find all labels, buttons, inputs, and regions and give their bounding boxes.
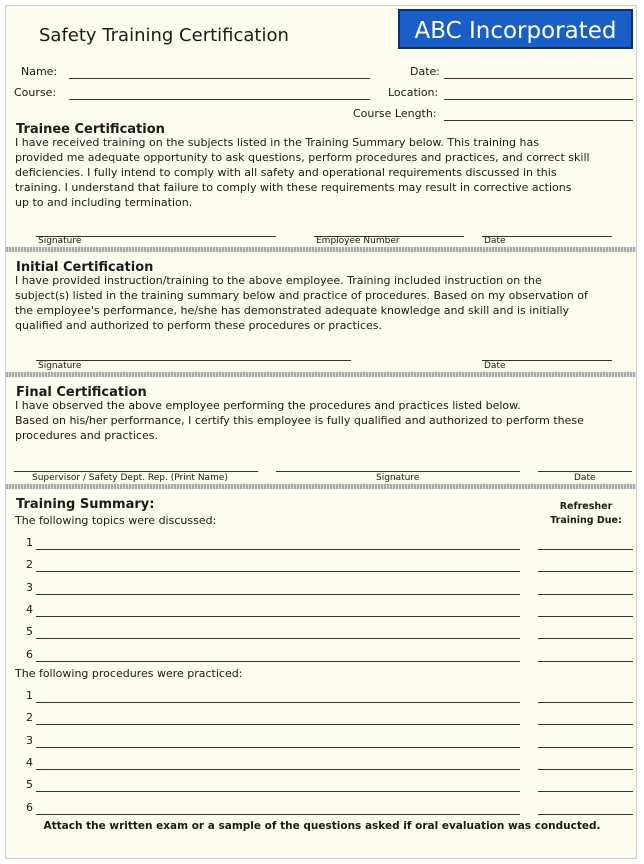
trainee-signature-caption: Signature — [38, 236, 82, 246]
representative-name-field[interactable] — [14, 471, 258, 472]
procedures-number: 3 — [26, 733, 33, 747]
section-divider — [6, 247, 637, 252]
topics-number: 3 — [26, 580, 33, 594]
topics-number: 4 — [26, 602, 33, 616]
attach-note: Attach the written exam or a sample of the questions asked if oral evaluation was conducted. — [43, 820, 601, 832]
procedures-label: The following procedures were practiced: — [15, 667, 243, 680]
topics-number: 6 — [26, 647, 33, 661]
initial-signature-caption: Signature — [38, 361, 82, 371]
final-heading: Final Certification — [16, 385, 147, 400]
topics-refresher-line[interactable] — [538, 549, 633, 550]
course-field[interactable] — [69, 99, 370, 100]
topics-line[interactable] — [36, 549, 520, 550]
topics-label: The following topics were discussed: — [15, 514, 217, 527]
procedures-number: 6 — [26, 800, 33, 814]
procedures-refresher-line[interactable] — [538, 702, 633, 703]
topics-number: 1 — [26, 536, 33, 549]
procedures-number: 1 — [26, 689, 33, 702]
final-date-caption: Date — [574, 473, 596, 483]
topics-number: 5 — [26, 625, 33, 639]
initial-heading: Initial Certification — [16, 260, 154, 275]
topics-line[interactable] — [36, 616, 520, 617]
course-length-label: Course Length: — [353, 107, 437, 120]
trainee-heading: Trainee Certification — [16, 122, 165, 137]
procedures-line[interactable] — [36, 702, 520, 703]
procedures-line[interactable] — [36, 791, 520, 792]
topics-refresher-line[interactable] — [538, 638, 633, 639]
procedures-refresher-line[interactable] — [538, 769, 633, 770]
section-divider — [6, 372, 637, 377]
topics-line[interactable] — [36, 661, 520, 662]
name-field[interactable] — [69, 78, 370, 79]
course-label: Course: — [14, 86, 57, 99]
location-field[interactable] — [444, 99, 633, 100]
topics-line[interactable] — [36, 571, 520, 572]
procedures-refresher-line[interactable] — [538, 747, 633, 748]
topics-refresher-line[interactable] — [538, 661, 633, 662]
topics-number: 2 — [26, 558, 33, 572]
initial-text: I have provided instruction/training to the above employee. Training included instruction on the subject(s) listed in the training summary below and practice of procedures. Based on my observation of the employee's performance, he/she has demonstrated adequate knowledge and skill and is initially qualified and authorized to perform these procedures or practices. — [15, 274, 588, 332]
representative-caption: Supervisor / Safety Dept. Rep. (Print Name) — [32, 473, 228, 483]
final-date-field[interactable] — [538, 471, 632, 472]
refresher-line-2: Training Due: — [550, 515, 622, 526]
section-divider — [6, 484, 637, 489]
initial-signature-field[interactable] — [36, 360, 351, 361]
topics-refresher-line[interactable] — [538, 571, 633, 572]
summary-heading: Training Summary: — [16, 497, 155, 512]
location-label: Location: — [388, 86, 439, 99]
topics-refresher-line[interactable] — [538, 616, 633, 617]
form-page — [5, 5, 637, 859]
procedures-refresher-line[interactable] — [538, 791, 633, 792]
procedures-number: 5 — [26, 778, 33, 792]
refresher-line-1: Refresher — [559, 501, 613, 512]
course-length-field[interactable] — [444, 120, 633, 121]
procedures-line[interactable] — [36, 724, 520, 725]
form-title: Safety Training Certification — [39, 25, 289, 46]
procedures-line[interactable] — [36, 769, 520, 770]
trainee-date-caption: Date — [484, 236, 506, 246]
name-label: Name: — [21, 65, 58, 78]
procedures-number: 4 — [26, 755, 33, 769]
procedures-number: 2 — [26, 711, 33, 725]
trainee-text: I have received training on the subjects listed in the Training Summary below. This training has provided me adequate opportunity to ask questions, perform procedures and practices, and correct skill deficiencies. I fully intend to comply with all safety and operational requirements discussed in this training. I understand that failure to comply with these requirements may result in corrective actions up to and including termination. — [15, 136, 590, 209]
company-logo: ABC Incorporated — [398, 9, 633, 49]
employee-number-caption: Employee Number — [316, 236, 400, 246]
topics-line[interactable] — [36, 638, 520, 639]
procedures-line[interactable] — [36, 814, 520, 815]
date-label: Date: — [410, 65, 440, 78]
initial-date-caption: Date — [484, 361, 506, 371]
refresher-header — [536, 500, 636, 528]
topics-line[interactable] — [36, 594, 520, 595]
procedures-refresher-line[interactable] — [538, 814, 633, 815]
date-field[interactable] — [444, 78, 633, 79]
final-signature-caption: Signature — [376, 473, 420, 483]
topics-refresher-line[interactable] — [538, 594, 633, 595]
procedures-line[interactable] — [36, 747, 520, 748]
final-signature-field[interactable] — [276, 471, 520, 472]
final-text: I have observed the above employee performing the procedures and practices listed below. Based on his/her performance, I certify this employee is fully qualified and authorized to perform these procedures and practices. — [15, 399, 584, 442]
procedures-refresher-line[interactable] — [538, 724, 633, 725]
